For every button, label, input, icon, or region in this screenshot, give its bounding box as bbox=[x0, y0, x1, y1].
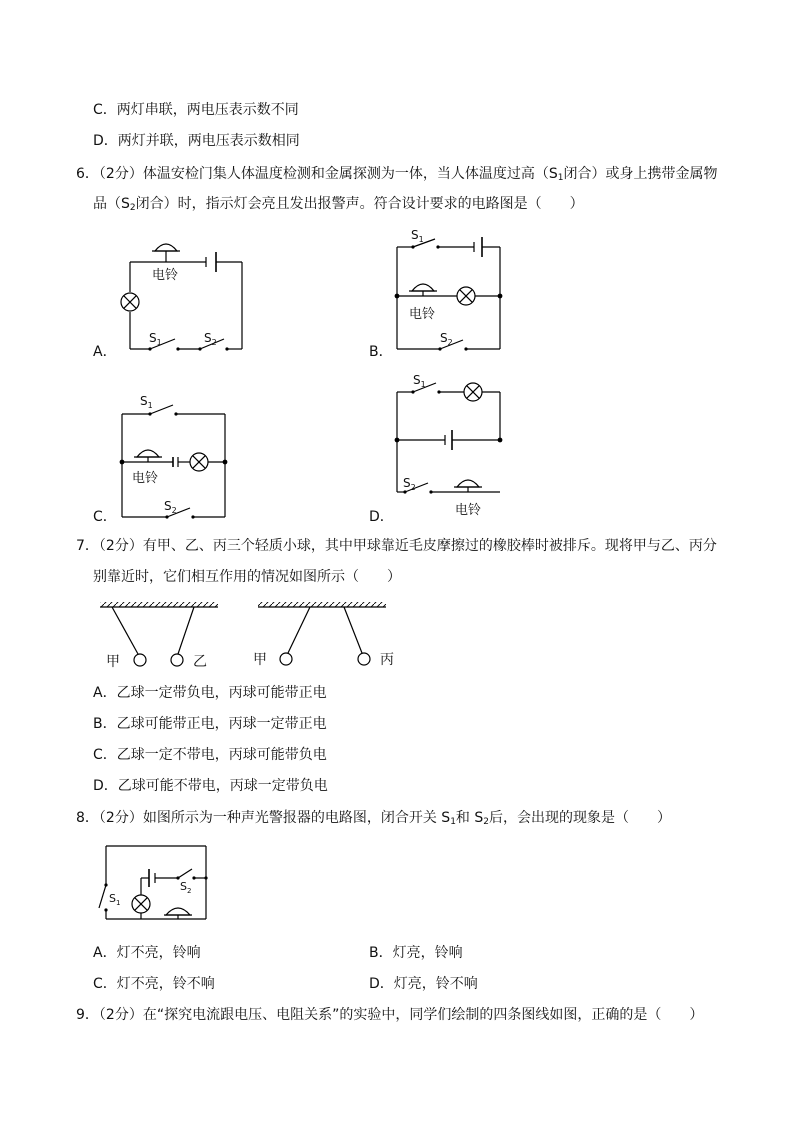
ball-yi bbox=[171, 654, 183, 666]
q8-stem-text: 如图所示为一种声光警报器的电路图，闭合开关 S bbox=[142, 810, 451, 826]
q7-number: 7． bbox=[76, 538, 99, 554]
bell-label: 电铃 bbox=[409, 307, 436, 322]
s1-label: $S_1$ bbox=[149, 331, 162, 347]
circuit-c bbox=[110, 390, 240, 525]
circuit-b bbox=[385, 225, 515, 355]
q8-option-a: A．灯不亮，铃响 bbox=[93, 945, 201, 961]
bell-icon bbox=[134, 450, 162, 462]
q8-option-c: C．灯不亮，铃不响 bbox=[93, 976, 215, 992]
q6-number: 6． bbox=[76, 166, 99, 182]
ball-bing-label: 丙 bbox=[380, 652, 394, 668]
q6-stem-text: 闭合）或身上携带金属物 bbox=[563, 166, 718, 182]
s2-label: $S_2$ bbox=[440, 331, 453, 347]
circuit-a bbox=[110, 235, 260, 360]
q7-option-d: D．乙球可能不带电，丙球一定带负电 bbox=[93, 778, 328, 794]
bell-icon bbox=[454, 480, 482, 492]
bell-label: 电铃 bbox=[152, 268, 179, 283]
q6-stem-text: 品（S bbox=[93, 196, 130, 212]
s2-label: $S_2$ bbox=[204, 331, 217, 347]
q7-option-a: A．乙球一定带负电，丙球可能带正电 bbox=[93, 685, 327, 701]
q7-score: （2分） bbox=[98, 538, 143, 554]
q6-sub: 1 bbox=[557, 173, 564, 183]
q6-label-a: A． bbox=[93, 344, 117, 360]
ball-jia-label: 甲 bbox=[106, 654, 120, 670]
q6-stem-line2 bbox=[93, 195, 584, 217]
q7-stem-line2: 别靠近时，它们相互作用的情况如图所示（ ） bbox=[93, 569, 401, 585]
q6-label-d: D． bbox=[369, 509, 394, 525]
s2-label: $S_2$ bbox=[403, 476, 416, 492]
ball-jia-2-label: 甲 bbox=[253, 652, 267, 668]
circuit-d bbox=[385, 368, 515, 523]
s2-label: $S_2$ bbox=[164, 499, 177, 515]
ball-yi-label: 乙 bbox=[193, 654, 207, 670]
alarm-circuit bbox=[96, 840, 214, 924]
charged-balls-figure bbox=[98, 598, 398, 673]
q6-label-b: B． bbox=[369, 344, 393, 360]
q6-stem-text: 体温安检门集人体温度检测和金属探测为一体，当人体温度过高（S bbox=[142, 166, 558, 182]
s1-label: $S_1$ bbox=[140, 394, 153, 410]
q5-option-c: C．两灯串联，两电压表示数不同 bbox=[93, 102, 299, 118]
ball-jia-2 bbox=[280, 653, 292, 665]
s1-label: $S_1$ bbox=[411, 228, 424, 244]
q8-stem-text: 后，会出现的现象是（ ） bbox=[489, 810, 671, 826]
q6-label-c: C． bbox=[93, 509, 117, 525]
s1-label: $S_1$ bbox=[109, 892, 121, 907]
ball-jia bbox=[134, 654, 146, 666]
q8-number: 8． bbox=[76, 810, 99, 826]
bell-label: 电铃 bbox=[455, 503, 482, 518]
bell-icon bbox=[409, 284, 437, 296]
q9-score: （2分） bbox=[98, 1007, 143, 1023]
q8-option-b: B．灯亮，铃响 bbox=[369, 945, 463, 961]
q6-sub: 2 bbox=[129, 203, 136, 213]
q7-stem-text: 有甲、乙、丙三个轻质小球，其中甲球靠近毛皮摩擦过的橡胶棒时被排斥。现将甲与乙、丙分 bbox=[142, 538, 717, 554]
q8-sub: 1 bbox=[450, 817, 456, 827]
q8-sub: 2 bbox=[483, 817, 489, 827]
bell-icon bbox=[164, 908, 192, 915]
q9-stem bbox=[76, 1006, 703, 1024]
q7-option-b: B．乙球可能带正电，丙球一定带正电 bbox=[93, 716, 327, 732]
q7-stem-line1 bbox=[76, 537, 717, 555]
q9-stem-text: 在“探究电流跟电压、电阻关系”的实验中，同学们绘制的四条图线如图，正确的是（ ） bbox=[142, 1007, 704, 1023]
q6-stem-line1 bbox=[76, 165, 717, 187]
ball-bing bbox=[358, 653, 370, 665]
q7-option-c: C．乙球一定不带电，丙球可能带负电 bbox=[93, 747, 327, 763]
s1-label: $S_1$ bbox=[413, 373, 426, 389]
q5-option-d: D．两灯并联，两电压表示数相同 bbox=[93, 133, 300, 149]
q8-stem-text: 和 S bbox=[455, 810, 484, 826]
bell-icon bbox=[152, 244, 180, 262]
q6-score: （2分） bbox=[98, 166, 143, 182]
q9-number: 9． bbox=[76, 1007, 99, 1023]
s2-label: $S_2$ bbox=[180, 880, 192, 895]
q6-stem-text: 闭合）时，指示灯会亮且发出报警声。符合设计要求的电路图是（ ） bbox=[135, 196, 584, 212]
bell-label: 电铃 bbox=[132, 471, 159, 486]
q8-option-d: D．灯亮，铃不响 bbox=[369, 976, 478, 992]
q8-score: （2分） bbox=[98, 810, 143, 826]
q8-stem bbox=[76, 809, 671, 831]
